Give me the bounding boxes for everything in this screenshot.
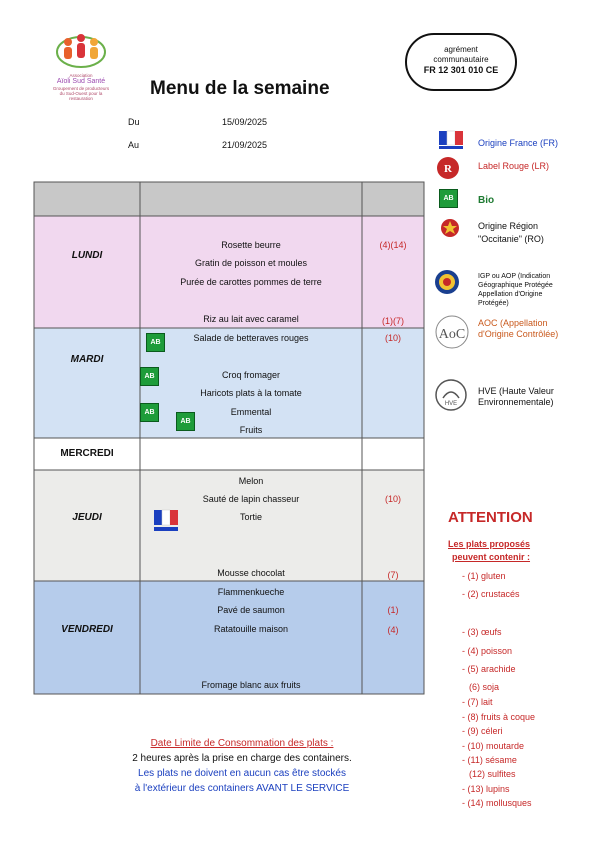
dish-mardi-1: Salade de betteraves rouges: [193, 333, 309, 343]
allergen-item: - (3) œufs: [462, 627, 502, 637]
legend-label-rouge: Label Rouge (LR): [478, 161, 550, 171]
code-vendredi-3: (4): [387, 625, 399, 635]
svg-text:HVE: HVE: [444, 401, 458, 407]
dish-jeudi-4: Mousse chocolat: [217, 568, 285, 578]
attention-subtitle-1: Les plats proposés: [448, 539, 531, 549]
attention-title: ATTENTION: [448, 509, 533, 526]
dish-jeudi-3: Tortie: [239, 512, 262, 522]
code-mardi-1: (10): [384, 333, 401, 343]
code-lundi-4: (1)(7): [382, 316, 404, 326]
allergen-item: - (5) arachide: [462, 664, 516, 674]
agrement-line-1: agrément: [444, 45, 478, 54]
page-title: Menu de la semaine: [150, 78, 330, 99]
allergen-item: - (9) céleri: [462, 726, 503, 736]
ab-bio-icon: AB: [176, 412, 195, 431]
logo-name-1: Association: [69, 73, 93, 78]
day-mardi: MARDI: [70, 354, 104, 365]
dish-vendredi-3: Ratatouille maison: [213, 624, 289, 634]
day-vendredi: VENDREDI: [61, 624, 113, 635]
dish-mardi-3: Haricots plats à la tomate: [200, 388, 302, 398]
day-lundi: LUNDI: [71, 250, 103, 261]
dish-jeudi-1: Melon: [238, 476, 264, 486]
allergen-item: (12) sulfites: [469, 769, 516, 779]
dish-lundi-2: Gratin de poisson et moules: [194, 258, 308, 268]
code-vendredi-2: (1): [387, 605, 399, 615]
ab-bio-icon: AB: [140, 403, 159, 422]
dish-vendredi-2: Pavé de saumon: [217, 605, 285, 615]
au-label: Au: [128, 140, 140, 150]
logo-name-2: Aïoli Sud Santé: [56, 78, 106, 85]
logo-subtext: Groupement de producteurs du Sud-Ouest pour la restauration: [52, 86, 110, 101]
dish-lundi-4: Riz au lait avec caramel: [203, 314, 299, 324]
attention-subtitle-2: peuvent contenir :: [452, 552, 531, 562]
legend-origine-france: Origine France (FR): [478, 138, 559, 148]
du-label: Du: [128, 117, 140, 127]
allergen-item: - (7) lait: [462, 697, 493, 707]
legend-hve: HVE (Haute Valeur Environnementale): [478, 386, 554, 407]
allergen-item: - (10) moutarde: [462, 741, 525, 751]
legend-occitanie: Origine Région "Occitanie" (RO): [478, 221, 544, 244]
allergen-item: - (8) fruits à coque: [462, 712, 536, 722]
ab-bio-icon: AB: [439, 189, 458, 208]
agrement-line-2: communautaire: [433, 55, 489, 64]
allergen-item: - (2) crustacés: [462, 589, 520, 599]
dlc-title: Date Limite de Consommation des plats :: [150, 738, 334, 749]
dish-lundi-1: Rosette beurre: [221, 240, 281, 250]
code-jeudi-4: (7): [387, 570, 399, 580]
dish-vendredi-4: Fromage blanc aux fruits: [201, 680, 301, 690]
dish-mardi-2: Croq fromager: [221, 370, 281, 380]
allergen-item: - (11) sésame: [462, 755, 517, 765]
dish-mardi-4: Emmental: [230, 407, 272, 417]
day-mercredi: MERCREDI: [60, 448, 114, 459]
allergen-item: - (1) gluten: [462, 571, 506, 581]
code-jeudi-2: (10): [384, 494, 401, 504]
ab-bio-icon: AB: [146, 333, 165, 352]
allergen-item: - (14) mollusques: [462, 798, 532, 808]
dlc-line-4: à l'extérieur des containers AVANT LE SERVICE: [134, 783, 350, 794]
au-date: 21/09/2025: [222, 140, 268, 150]
legend-aoc: AOC (Appellation d'Origine Contrôlée): [478, 318, 559, 339]
svg-text:AoC: AoC: [438, 327, 466, 342]
dlc-line-3: Les plats ne doivent en aucun cas être stockés: [138, 768, 346, 779]
dlc-line-2: 2 heures après la prise en charge des containers.: [132, 753, 352, 764]
allergen-item: (6) soja: [469, 682, 500, 692]
code-lundi-1: (4)(14): [379, 240, 407, 250]
dish-vendredi-1: Flammenkueche: [217, 587, 285, 597]
du-date: 15/09/2025: [222, 117, 268, 127]
agrement-number: FR 12 301 010 CE: [423, 65, 499, 75]
legend-bio: Bio: [478, 195, 495, 206]
ab-bio-icon: AB: [140, 367, 159, 386]
svg-text:R: R: [444, 163, 452, 175]
dish-jeudi-2: Sauté de lapin chasseur: [202, 494, 300, 504]
day-jeudi: JEUDI: [72, 512, 102, 523]
dish-mardi-5: Fruits: [239, 425, 263, 435]
allergen-item: - (4) poisson: [462, 646, 513, 656]
allergen-item: - (13) lupins: [462, 784, 510, 794]
dish-lundi-3: Purée de carottes pommes de terre: [180, 277, 322, 287]
legend-igp-aop: IGP ou AOP (Indication Géographique Protégée Appellation d'Origine Protégée): [478, 273, 553, 307]
